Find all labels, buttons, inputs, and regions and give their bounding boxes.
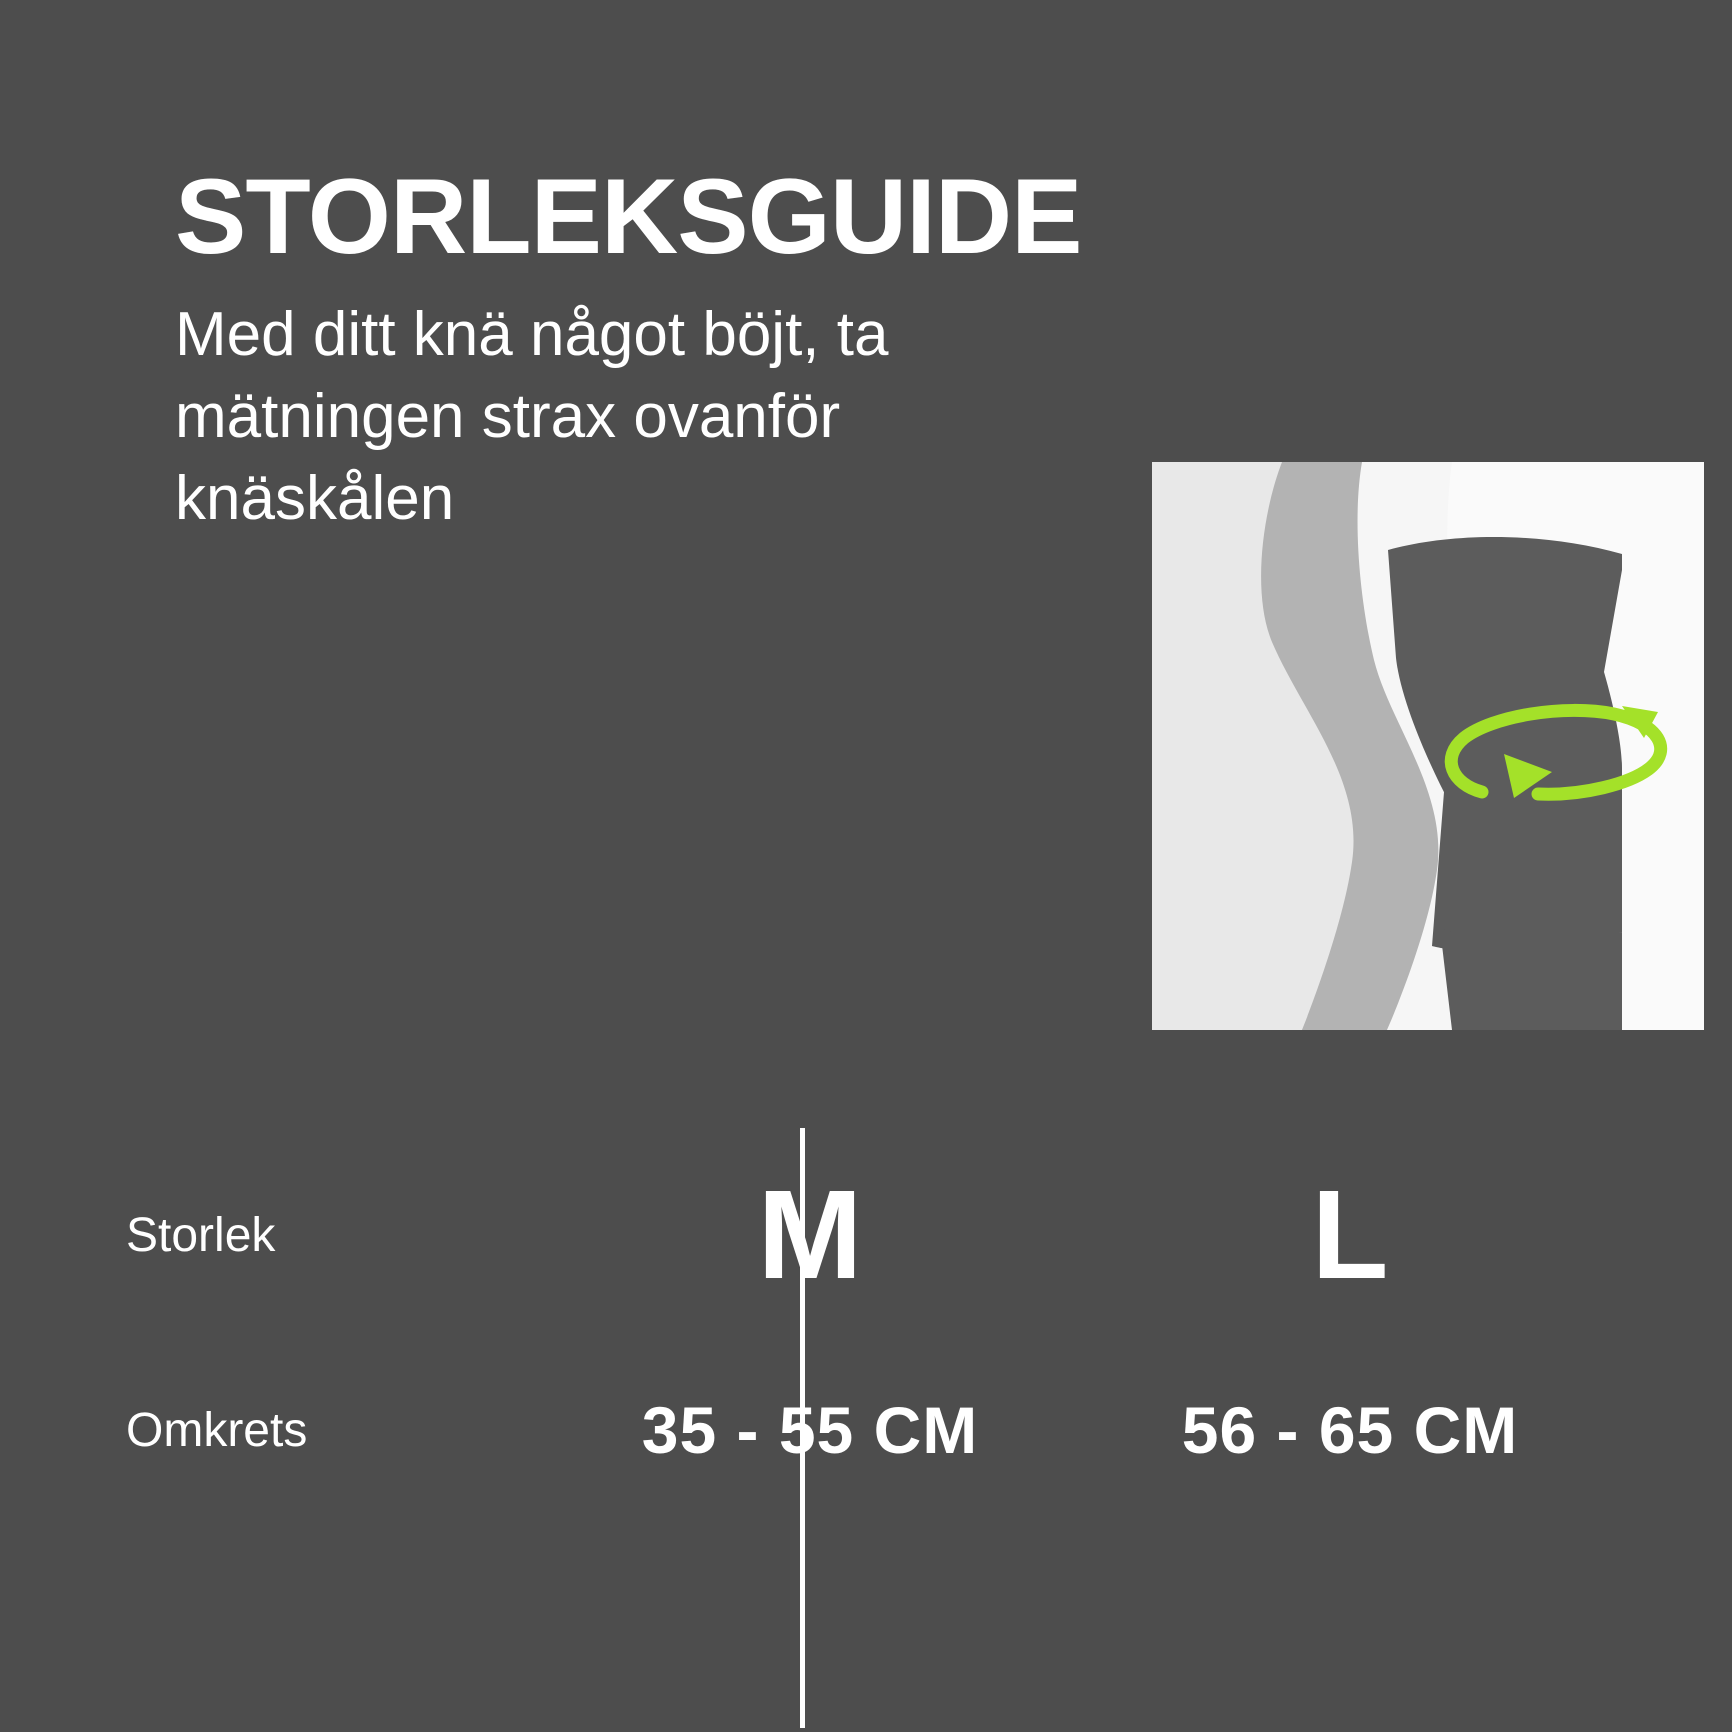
size-table — [120, 1140, 1620, 1530]
page-subtitle: Med ditt knä något böjt, ta mätningen strax ovanför knäskålen — [175, 300, 889, 533]
header-block — [175, 156, 1185, 540]
size-value-m: M — [757, 1164, 863, 1305]
knee-brace-measurement-illustration — [1152, 462, 1704, 1030]
row-label-circumference: Omkrets — [126, 1403, 308, 1457]
circumference-value-l: 56 - 65 CM — [1181, 1393, 1519, 1467]
table-row-size — [120, 1140, 1620, 1330]
table-row-circumference — [120, 1330, 1620, 1530]
page-title: STORLEKSGUIDE — [175, 156, 1082, 276]
circumference-value-m: 35 - 55 CM — [641, 1393, 979, 1467]
row-label-size: Storlek — [126, 1208, 276, 1262]
size-value-l: L — [1311, 1164, 1389, 1305]
